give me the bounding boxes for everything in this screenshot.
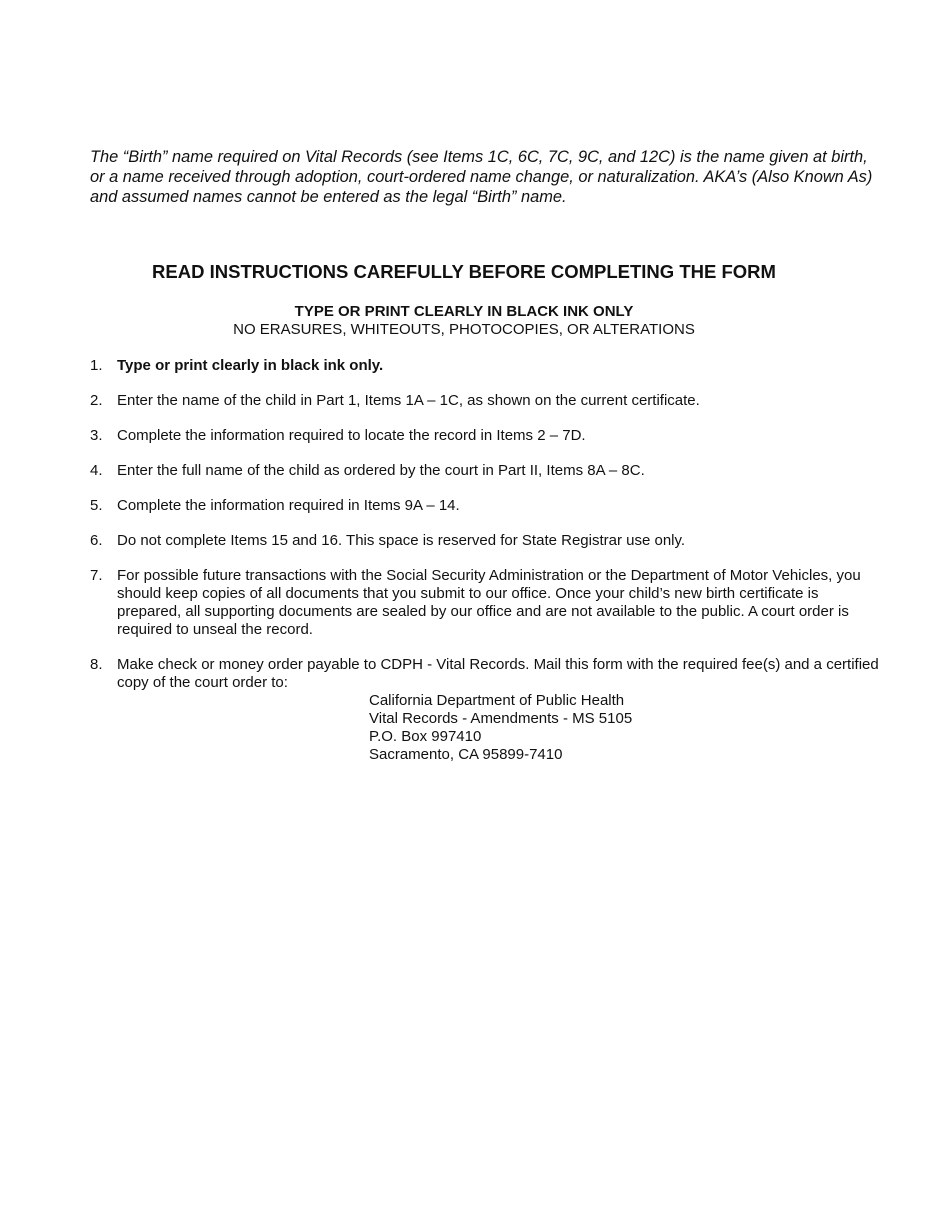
instruction-number: 7.: [90, 567, 103, 584]
instruction-text: Enter the full name of the child as ordered by the court in Part II, Items 8A – 8C.: [117, 462, 645, 479]
instruction-item-2: [90, 392, 880, 410]
instruction-number: 8.: [90, 656, 103, 673]
ink-requirement-heading: TYPE OR PRINT CLEARLY IN BLACK INK ONLY: [294, 303, 634, 320]
instruction-number: 3.: [90, 427, 103, 444]
page-title: READ INSTRUCTIONS CAREFULLY BEFORE COMPLETING THE FORM: [152, 261, 776, 282]
instruction-text: Complete the information required to locate the record in Items 2 – 7D.: [117, 427, 586, 444]
instruction-list: [90, 357, 880, 781]
instruction-item-8: [90, 656, 880, 764]
instruction-text: Make check or money order payable to CDPH - Vital Records. Mail this form with the required fee(s) and a certified copy of the court order to:: [117, 656, 879, 691]
instruction-text: Type or print clearly in black ink only.: [117, 357, 384, 374]
address-line-department: Vital Records - Amendments - MS 5105: [369, 710, 633, 727]
address-line-po-box: P.O. Box 997410: [369, 728, 482, 745]
instruction-item-5: [90, 497, 880, 515]
instruction-text: Do not complete Items 15 and 16. This space is reserved for State Registrar use only.: [117, 532, 686, 549]
no-alterations-note: NO ERASURES, WHITEOUTS, PHOTOCOPIES, OR ALTERATIONS: [233, 321, 695, 338]
instruction-text: Enter the name of the child in Part 1, Items 1A – 1C, as shown on the current certificate.: [117, 392, 700, 409]
instruction-number: 5.: [90, 497, 103, 514]
instruction-item-7: [90, 567, 880, 639]
instruction-number: 1.: [90, 357, 103, 374]
instruction-text: Complete the information required in Items 9A – 14.: [117, 497, 460, 514]
address-line-organization: California Department of Public Health: [369, 692, 625, 709]
address-line-city: Sacramento, CA 95899-7410: [369, 746, 563, 763]
instruction-item-4: [90, 462, 880, 480]
instruction-item-3: [90, 427, 880, 445]
instruction-number: 6.: [90, 532, 103, 549]
instruction-number: 4.: [90, 462, 103, 479]
instruction-number: 2.: [90, 392, 103, 409]
instruction-item-1: [90, 357, 880, 375]
mailing-address: [369, 692, 880, 764]
instruction-text: For possible future transactions with the Social Security Administration or the Department of Motor Vehicles, you should keep copies of all documents that you submit to our office. Once your child’s new birth certificate is prepared, all supporting documents are sealed by our office and are not available to the public. A court order is required to unseal the record.: [117, 567, 861, 638]
birth-name-note: The “Birth” name required on Vital Records (see Items 1C, 6C, 7C, 9C, and 12C) is the name given at birth, or a name received through adoption, court-ordered name change, or naturalization. AKA’s (Also Known As) and assumed names cannot be entered as the legal “Birth” name.: [90, 148, 873, 206]
instruction-item-6: [90, 532, 880, 550]
